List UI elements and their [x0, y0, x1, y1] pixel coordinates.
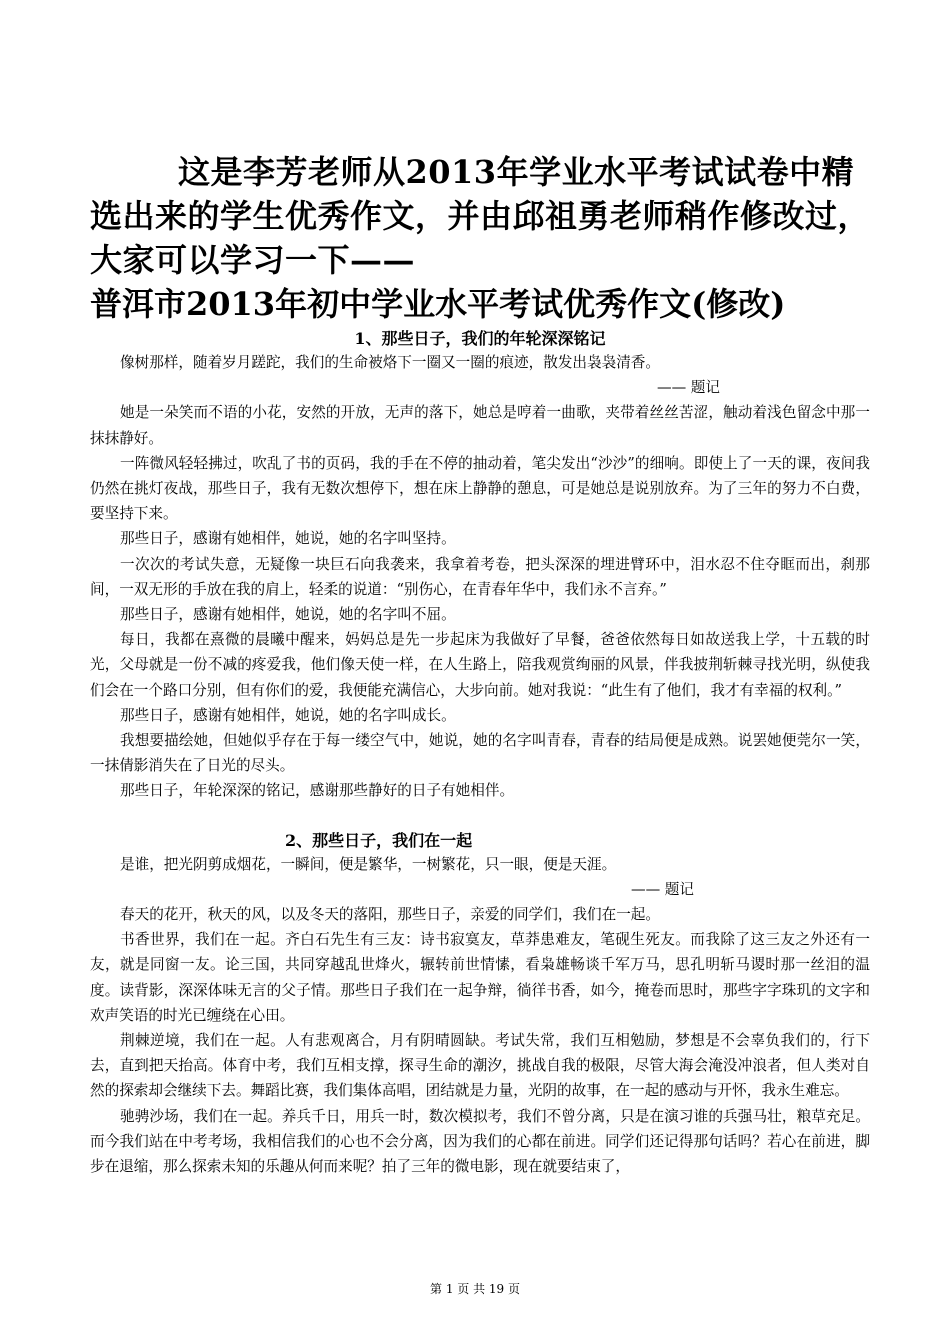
- essay-1-paragraph: 那些日子，感谢有她相伴，她说，她的名字叫成长。: [120, 706, 456, 724]
- essay-1-paragraph: 那些日子，感谢有她相伴，她说，她的名字叫坚持。: [120, 530, 456, 548]
- essay-2-paragraph: 驰骋沙场，我们在一起。养兵千日，用兵一时，数次模拟考，我们不曾分离，只是在演习谁的兵强马壮，粮草充足。而今我们站在中考考场，我相信我们的心也不会分离，因为我们的心都在前进。同学们还记得那句话吗？若心在前进，脚步在退缩，那么探索未知的乐趣从何而来呢？拍了三年的微电影，现在就要结束了，: [90, 1107, 870, 1176]
- essay-1-paragraph: 一阵微风轻轻拂过，吹乱了书的页码，我的手在不停的抽动着，笔尖发出“沙沙”的细响。即使上了一天的课，夜间我仍然在挑灯夜战，那些日子，我有无数次想停下，想在床上静静的憩息，可是她总是说别放弃。为了三年的努力不白费，要坚持下来。: [90, 454, 870, 523]
- essay-1-title: 1、那些日子，我们的年轮深深铭记: [354, 329, 606, 348]
- essay-1-epigraph: 像树那样，随着岁月蹉跎，我们的生命被烙下一圈又一圈的痕迹，散发出袅袅清香。: [120, 354, 660, 371]
- essay-1-paragraph: 那些日子，感谢有她相伴，她说，她的名字叫不屈。: [120, 606, 456, 624]
- essay-1-paragraph: 她是一朵笑而不语的小花，安然的开放，无声的落下，她总是哼着一曲歌，夹带着丝丝苦涩，触动着浅色留念中那一抹抹静好。: [90, 404, 870, 447]
- document-heading: [90, 150, 870, 282]
- essay-2-paragraph: 书香世界，我们在一起。齐白石先生有三友：诗书寂寞友，草莽患难友，笔砚生死友。而我除了这三友之外还有一友，就是同窗一友。论三国，共同穿越乱世烽火，辗转前世情愫，看枭雄畅谈千军万马，思孔明斩马谡时那一丝泪的温度。读背影，深深体味无言的父子情。那些日子我们在一起争辩，徜徉书香，如今，掩卷而思时，那些字字珠玑的文字和欢声笑语的时光已缠绕在心田。: [90, 931, 870, 1024]
- essay-2-title: 2、那些日子，我们在一起: [285, 830, 473, 850]
- page-footer: 第 1 页 共 19 页: [430, 1282, 520, 1296]
- essay-2-paragraph: 荆棘逆境，我们在一起。人有悲观离合，月有阴晴圆缺。考试失常，我们互相勉励，梦想是不会辜负我们的，行下去，直到把天抬高。体育中考，我们互相支撑，探寻生命的潮汐，挑战自我的极限，尽管大海会淹没冲浪者，但人类对自然的探索却会继续下去。舞蹈比赛，我们集体高唱，团结就是力量，光阴的故事，在一起的感动与开怀，我永生难忘。: [90, 1032, 870, 1100]
- essay-1-paragraph: 每日，我都在熹微的晨曦中醒来，妈妈总是先一步起床为我做好了早餐，爸爸依然每日如故送我上学，十五载的时光，父母就是一份不减的疼爱我，他们像天使一样，在人生路上，陪我观赏绚丽的风景，伴我披荆斩棘寻找光明，纵使我们会在一个路口分别，但有你们的爱，我便能充满信心，大步向前。她对我说：“此生有了他们，我才有幸福的权利。”: [90, 631, 870, 699]
- heading-line-1: 这是李芳老师从2013年学业水平考试试卷中精选出来的学生优秀作文，并由邱祖勇老师稍作修改过，大家可以学习一下——: [90, 153, 871, 279]
- essay-1-epigraph-signature: —— 题记: [656, 379, 720, 397]
- document-content: [90, 150, 870, 1179]
- essay-1-paragraph: 那些日子，年轮深深的铭记，感谢那些静好的日子有她相伴。: [120, 782, 515, 800]
- essay-2-epigraph: 是谁，把光阴剪成烟花，一瞬间，便是繁华，一树繁花，只一眼，便是天涯。: [120, 855, 617, 873]
- essay-2-epigraph-signature: —— 题记: [630, 880, 694, 898]
- essay-1-paragraph: 我想要描绘她，但她似乎存在于每一缕空气中，她说，她的名字叫青春，青春的结局便是成熟。说罢她便莞尔一笑，一抹倩影消失在了日光的尽头。: [90, 732, 870, 775]
- document-subheading: 普洱市2013年初中学业水平考试优秀作文(修改): [90, 285, 786, 323]
- essay-2-paragraph: 春天的花开，秋天的风，以及冬天的落阳，那些日子，亲爱的同学们，我们在一起。: [120, 906, 660, 924]
- essay-1-paragraph: 一次次的考试失意，无疑像一块巨石向我袭来，我拿着考卷，把头深深的埋进臂环中，泪水忍不住夺眶而出，刹那间，一双无形的手放在我的肩上，轻柔的说道：“别伤心，在青春年华中，我们永不言弃。”: [90, 555, 870, 598]
